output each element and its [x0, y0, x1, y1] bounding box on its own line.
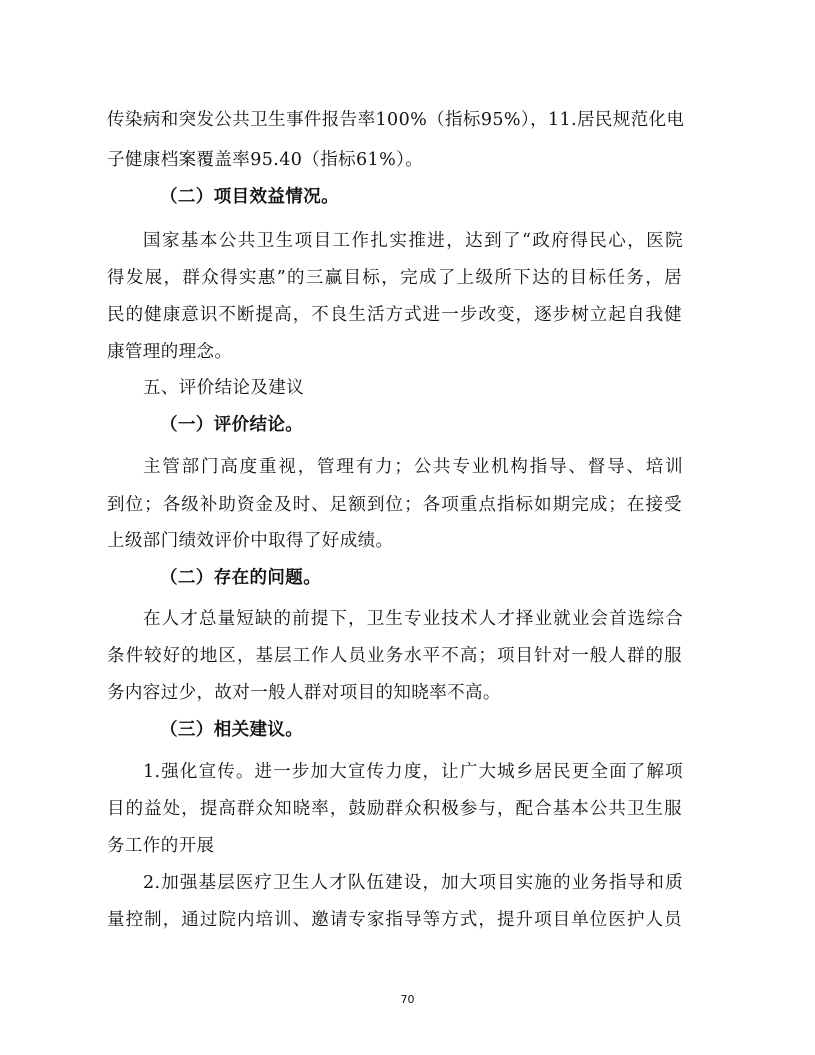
text-line: 量控制，通过院内培训、邀请专家指导等方式，提升项目单位医护人员 — [107, 910, 682, 930]
text-line: 在人才总量短缺的前提下，卫生专业技术人才择业就业会首选综合 — [143, 609, 683, 629]
text-line: 民的健康意识不断提高，不良生活方式进一步改变，逐步树立起自我健 — [107, 305, 682, 325]
text-line: 国家基本公共卫生项目工作扎实推进，达到了“政府得民心，医院 — [143, 231, 683, 251]
text-line: 务内容过少，故对一般人群对项目的知晓率不高。 — [107, 683, 501, 703]
text-line: 目的益处，提高群众知晓率，鼓励群众积极参与，配合基本公共卫生服 — [107, 799, 682, 819]
chapter-heading: 五、评价结论及建议 — [143, 378, 305, 398]
text-line: 条件较好的地区，基层工作人员业务水平不高；项目针对一般人群的服 — [107, 646, 682, 666]
text-line: 上级部门绩效评价中取得了好成绩。 — [107, 531, 394, 551]
text-line: 子健康档案覆盖率95.40（指标61%）。 — [107, 150, 424, 170]
section-heading: （一）评价结论。 — [160, 415, 304, 435]
text-line: 康管理的理念。 — [107, 342, 233, 362]
section-heading: （三）相关建议。 — [160, 720, 304, 740]
text-line: 得发展，群众得实惠”的三赢目标，完成了上级所下达的目标任务，居 — [107, 268, 682, 288]
text-line: 1.强化宣传。进一步加大宣传力度，让广大城乡居民更全面了解项 — [143, 762, 683, 782]
text-line: 传染病和突发公共卫生事件报告率100%（指标95%），11.居民规范化电 — [107, 110, 685, 130]
text-line: 2.加强基层医疗卫生人才队伍建设，加大项目实施的业务指导和质 — [143, 873, 683, 893]
text-line: 务工作的开展 — [107, 836, 215, 856]
page-number: 70 — [400, 993, 415, 1006]
text-line: 到位；各级补助资金及时、足额到位；各项重点指标如期完成；在接受 — [107, 495, 682, 515]
section-heading: （二）存在的问题。 — [160, 568, 322, 588]
section-heading: （二）项目效益情况。 — [160, 187, 339, 207]
text-line: 主管部门高度重视，管理有力；公共专业机构指导、督导、培训 — [143, 457, 683, 477]
